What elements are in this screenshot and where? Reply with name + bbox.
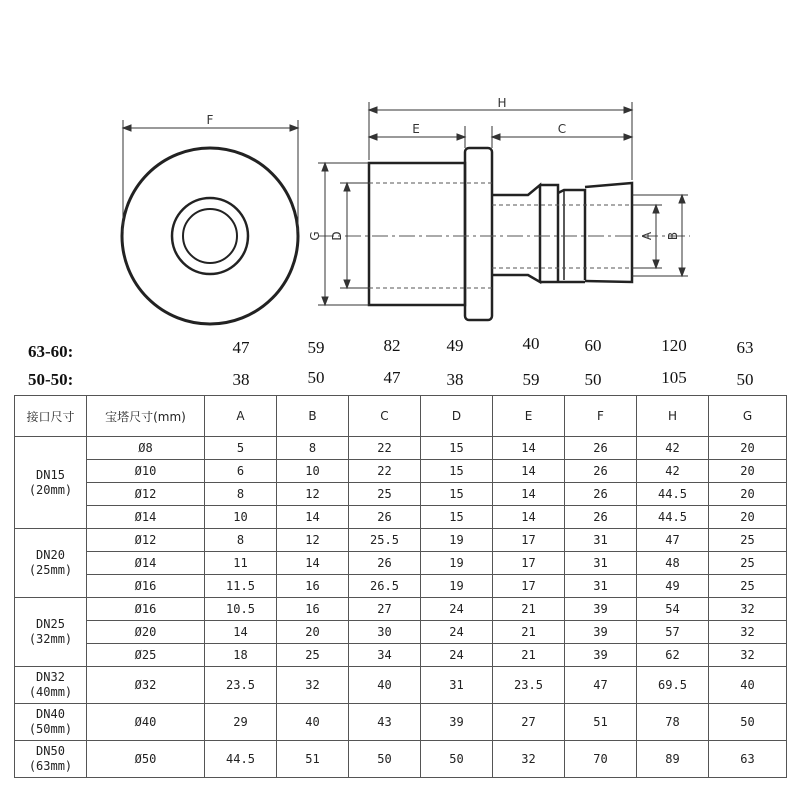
dim-F (123, 120, 298, 232)
table-cell: 47 (637, 529, 709, 552)
table-cell: Ø12 (87, 529, 205, 552)
table-cell: 57 (637, 621, 709, 644)
table-cell: 17 (493, 552, 565, 575)
table-cell: 15 (421, 460, 493, 483)
label-G: G (308, 231, 322, 241)
table-cell: 25 (709, 529, 787, 552)
table-cell: 26.5 (349, 575, 421, 598)
table-cell: 11.5 (205, 575, 277, 598)
table-cell: 14 (493, 460, 565, 483)
extra-row-value: 60 (584, 336, 602, 355)
table-cell: 43 (349, 704, 421, 741)
header-cell: G (709, 396, 787, 437)
table-cell: Ø16 (87, 598, 205, 621)
table-cell: 50 (349, 741, 421, 778)
table-row (15, 437, 787, 460)
table-cell: 20 (709, 506, 787, 529)
table-cell: Ø32 (87, 667, 205, 704)
table-cell: 24 (421, 644, 493, 667)
table-cell: 20 (277, 621, 349, 644)
table-cell: 78 (637, 704, 709, 741)
table-cell: 23.5 (493, 667, 565, 704)
table-cell: 19 (421, 529, 493, 552)
table-row (15, 644, 787, 667)
table-cell: 50 (421, 741, 493, 778)
table-cell: 31 (565, 529, 637, 552)
group-sub: (40mm) (28, 685, 73, 699)
label-C: C (557, 122, 567, 136)
table-cell: 42 (637, 460, 709, 483)
extra-row-value: 38 (232, 370, 250, 389)
table-row (15, 621, 787, 644)
table-cell: 40 (277, 704, 349, 741)
table-cell: Ø20 (87, 621, 205, 644)
extra-row-label: 50-50: (28, 370, 74, 389)
table-cell: 8 (205, 483, 277, 506)
extra-row-value: 50 (307, 368, 325, 387)
table-row (15, 506, 787, 529)
table-cell: 34 (349, 644, 421, 667)
table-row (15, 483, 787, 506)
table-cell: 16 (277, 575, 349, 598)
table-cell: 40 (709, 667, 787, 704)
table-cell: 19 (421, 575, 493, 598)
label-H: H (497, 96, 507, 110)
table-cell: 17 (493, 575, 565, 598)
table-cell: 32 (709, 598, 787, 621)
table-cell: 14 (277, 506, 349, 529)
table-cell: 10 (205, 506, 277, 529)
end-view (122, 148, 298, 324)
table-cell: 8 (205, 529, 277, 552)
table-cell: 26 (565, 460, 637, 483)
table-cell: 15 (421, 506, 493, 529)
extra-row-value: 40 (522, 334, 540, 353)
table-cell: 25 (349, 483, 421, 506)
table-cell: 70 (565, 741, 637, 778)
table-row (15, 667, 787, 704)
table-cell: 49 (637, 575, 709, 598)
table-cell: Ø50 (87, 741, 205, 778)
table-cell: 10 (277, 460, 349, 483)
table-cell: 10.5 (205, 598, 277, 621)
header-cell: H (637, 396, 709, 437)
table-cell: Ø12 (87, 483, 205, 506)
group-cell (15, 529, 87, 598)
table-cell: 26 (565, 506, 637, 529)
table-cell: 21 (493, 621, 565, 644)
table-cell: 26 (565, 437, 637, 460)
table-cell: 31 (421, 667, 493, 704)
table-cell: 11 (205, 552, 277, 575)
table-cell: 63 (709, 741, 787, 778)
header-cell: 接口尺寸 (15, 396, 87, 437)
group-name: DN25 (36, 617, 65, 631)
table-cell: 31 (565, 552, 637, 575)
table-cell: 25 (709, 575, 787, 598)
table-cell: 39 (421, 704, 493, 741)
table-cell: 26 (349, 506, 421, 529)
table-cell: 21 (493, 598, 565, 621)
table-cell: 27 (349, 598, 421, 621)
table-header-row (15, 396, 787, 437)
table-cell: 69.5 (637, 667, 709, 704)
table-row (15, 575, 787, 598)
table-cell: 44.5 (205, 741, 277, 778)
extra-row-value: 38 (446, 370, 464, 389)
extra-row-label: 63-60: (28, 342, 74, 361)
extra-row-value: 82 (383, 336, 401, 355)
extra-row-value: 59 (522, 370, 540, 389)
extra-row-value: 120 (661, 336, 687, 355)
table-cell: 14 (205, 621, 277, 644)
table-cell: 32 (709, 621, 787, 644)
table-cell: Ø10 (87, 460, 205, 483)
table-cell: 19 (421, 552, 493, 575)
table-cell: 54 (637, 598, 709, 621)
group-name: DN50 (36, 744, 65, 758)
dim-H (369, 102, 632, 180)
table-cell: 32 (709, 644, 787, 667)
table-cell: 29 (205, 704, 277, 741)
table-cell: 40 (349, 667, 421, 704)
header-cell: F (565, 396, 637, 437)
table-cell: 27 (493, 704, 565, 741)
table-cell: 26 (565, 483, 637, 506)
group-sub: (63mm) (28, 759, 73, 773)
side-view (369, 148, 632, 320)
group-sub: (25mm) (28, 563, 73, 577)
table-cell: 15 (421, 483, 493, 506)
table-row (15, 598, 787, 621)
table-cell: Ø40 (87, 704, 205, 741)
table-row (15, 741, 787, 778)
table-row (15, 529, 787, 552)
table-cell: 20 (709, 460, 787, 483)
group-name: DN20 (36, 548, 65, 562)
label-E: E (412, 122, 420, 136)
label-B: B (666, 231, 680, 241)
table-cell: 18 (205, 644, 277, 667)
extra-row-value: 105 (661, 368, 687, 387)
table-cell: 5 (205, 437, 277, 460)
table-row (15, 552, 787, 575)
table-cell: 44.5 (637, 483, 709, 506)
group-cell (15, 704, 87, 741)
header-cell: D (421, 396, 493, 437)
table-cell: 22 (349, 437, 421, 460)
table-cell: 50 (709, 704, 787, 741)
table-cell: 39 (565, 644, 637, 667)
table-cell: 32 (493, 741, 565, 778)
group-name: DN15 (36, 467, 65, 482)
group-cell (15, 598, 87, 667)
header-cell: 宝塔尺寸(mm) (87, 396, 205, 437)
group-cell (15, 667, 87, 704)
table-cell: 47 (565, 667, 637, 704)
extra-row-value: 49 (446, 336, 464, 355)
table-cell: 14 (493, 437, 565, 460)
table-cell: 25 (709, 552, 787, 575)
group-sub: (20mm) (28, 482, 73, 497)
table-cell: 12 (277, 483, 349, 506)
table-cell: 12 (277, 529, 349, 552)
table-cell: 20 (709, 483, 787, 506)
table-cell: 31 (565, 575, 637, 598)
table-cell: Ø14 (87, 506, 205, 529)
label-D: D (330, 231, 344, 241)
group-sub: (32mm) (28, 632, 73, 646)
table-cell: 62 (637, 644, 709, 667)
header-cell: B (277, 396, 349, 437)
extra-row-value: 50 (584, 370, 602, 389)
table-cell: 39 (565, 621, 637, 644)
table-cell: 30 (349, 621, 421, 644)
table-cell: 22 (349, 460, 421, 483)
table-cell: 24 (421, 621, 493, 644)
group-cell (15, 741, 87, 778)
table-cell: 15 (421, 437, 493, 460)
spec-table (14, 395, 787, 778)
extra-row-value: 59 (307, 338, 325, 357)
table-cell: 23.5 (205, 667, 277, 704)
table-cell: Ø8 (87, 437, 205, 460)
group-name: DN40 (36, 707, 65, 721)
table-cell: 16 (277, 598, 349, 621)
group-sub: (50mm) (28, 722, 73, 736)
table-row (15, 460, 787, 483)
label-A: A (640, 231, 654, 241)
table-cell: 21 (493, 644, 565, 667)
header-cell: E (493, 396, 565, 437)
table-cell: 25 (277, 644, 349, 667)
table-cell: 26 (349, 552, 421, 575)
table-cell: Ø25 (87, 644, 205, 667)
extra-row-value: 63 (736, 338, 754, 357)
table-cell: 14 (493, 506, 565, 529)
extra-row-value: 50 (736, 370, 754, 389)
technical-drawing (0, 0, 800, 335)
table-cell: 42 (637, 437, 709, 460)
table-cell: 32 (277, 667, 349, 704)
table-cell: 89 (637, 741, 709, 778)
table-cell: Ø16 (87, 575, 205, 598)
table-cell: 8 (277, 437, 349, 460)
header-cell: C (349, 396, 421, 437)
table-cell: 24 (421, 598, 493, 621)
table-cell: 51 (277, 741, 349, 778)
table-cell: 14 (493, 483, 565, 506)
group-cell (15, 437, 87, 529)
table-row (15, 704, 787, 741)
table-cell: 14 (277, 552, 349, 575)
table-cell: 48 (637, 552, 709, 575)
extra-row-value: 47 (383, 368, 401, 387)
table-cell: 44.5 (637, 506, 709, 529)
table-cell: 39 (565, 598, 637, 621)
table-cell: 25.5 (349, 529, 421, 552)
table-cell: 51 (565, 704, 637, 741)
label-F: F (206, 113, 214, 127)
group-name: DN32 (36, 670, 65, 684)
header-cell: A (205, 396, 277, 437)
table-cell: 20 (709, 437, 787, 460)
table-cell: Ø14 (87, 552, 205, 575)
table-cell: 6 (205, 460, 277, 483)
table-cell: 17 (493, 529, 565, 552)
extra-row-value: 47 (232, 338, 250, 357)
